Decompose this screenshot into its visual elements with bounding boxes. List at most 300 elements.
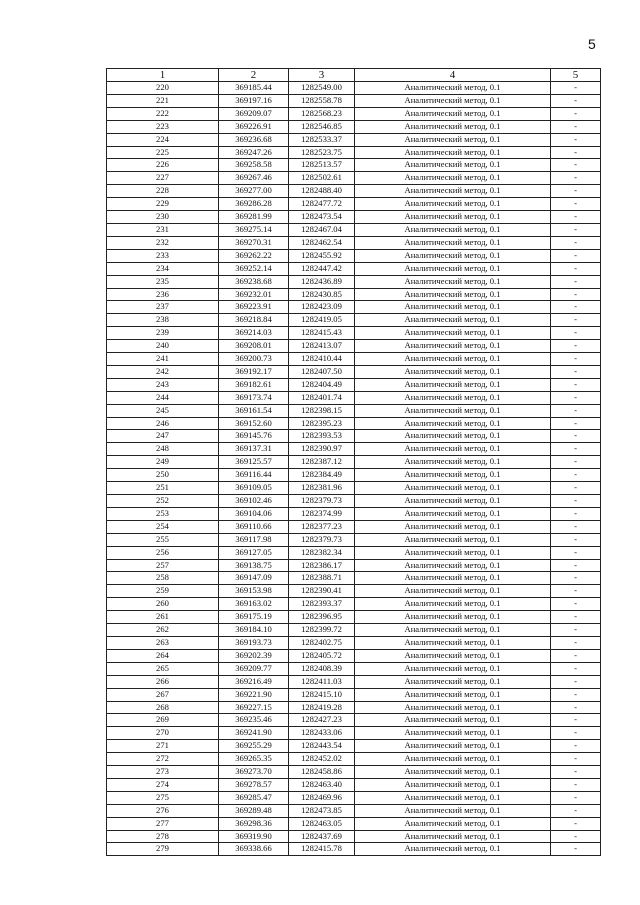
table-cell: 1282549.00 — [289, 82, 355, 95]
table-row — [107, 791, 601, 804]
table-cell: - — [551, 572, 601, 585]
table-cell: 239 — [107, 327, 219, 340]
table-cell: 254 — [107, 520, 219, 533]
table-cell: Аналитический метод, 0.1 — [355, 753, 551, 766]
table-cell: Аналитический метод, 0.1 — [355, 520, 551, 533]
table-cell: 369235.46 — [219, 714, 289, 727]
table-cell: 1282462.54 — [289, 236, 355, 249]
table-row — [107, 82, 601, 95]
table-cell: Аналитический метод, 0.1 — [355, 533, 551, 546]
table-cell: Аналитический метод, 0.1 — [355, 365, 551, 378]
table-cell: Аналитический метод, 0.1 — [355, 598, 551, 611]
table-cell: 266 — [107, 675, 219, 688]
table-cell: Аналитический метод, 0.1 — [355, 340, 551, 353]
column-header: 3 — [289, 69, 355, 82]
table-row — [107, 365, 601, 378]
table-cell: - — [551, 456, 601, 469]
table-cell: - — [551, 495, 601, 508]
table-cell: Аналитический метод, 0.1 — [355, 198, 551, 211]
table-row — [107, 107, 601, 120]
table-cell: 1282413.07 — [289, 340, 355, 353]
table-cell: - — [551, 520, 601, 533]
table-cell: 1282423.09 — [289, 301, 355, 314]
table-row — [107, 688, 601, 701]
table-cell: 1282401.74 — [289, 391, 355, 404]
column-header: 1 — [107, 69, 219, 82]
table-cell: 233 — [107, 249, 219, 262]
table-cell: Аналитический метод, 0.1 — [355, 82, 551, 95]
table-cell: Аналитический метод, 0.1 — [355, 94, 551, 107]
table-cell: 369109.05 — [219, 482, 289, 495]
table-cell: 264 — [107, 649, 219, 662]
table-cell: 1282382.34 — [289, 546, 355, 559]
column-header: 5 — [551, 69, 601, 82]
table-cell: Аналитический метод, 0.1 — [355, 211, 551, 224]
table-cell: 369226.91 — [219, 120, 289, 133]
table-cell: Аналитический метод, 0.1 — [355, 727, 551, 740]
table-cell: 369202.39 — [219, 649, 289, 662]
table-cell: 1282452.02 — [289, 753, 355, 766]
table-cell: Аналитический метод, 0.1 — [355, 804, 551, 817]
table-cell: 235 — [107, 275, 219, 288]
table-cell: 1282558.78 — [289, 94, 355, 107]
table-row — [107, 133, 601, 146]
table-cell: 369192.17 — [219, 365, 289, 378]
table-cell: - — [551, 198, 601, 211]
table-row — [107, 649, 601, 662]
table-cell: 1282436.89 — [289, 275, 355, 288]
table-cell: 369110.66 — [219, 520, 289, 533]
table-row — [107, 327, 601, 340]
table-cell: Аналитический метод, 0.1 — [355, 301, 551, 314]
table-cell: - — [551, 443, 601, 456]
table-cell: 369278.57 — [219, 778, 289, 791]
table-cell: Аналитический метод, 0.1 — [355, 120, 551, 133]
table-cell: 369163.02 — [219, 598, 289, 611]
table-cell: 369117.98 — [219, 533, 289, 546]
table-cell: Аналитический метод, 0.1 — [355, 223, 551, 236]
table-cell: 265 — [107, 662, 219, 675]
table-row — [107, 766, 601, 779]
table-cell: 1282411.03 — [289, 675, 355, 688]
table-cell: 369236.68 — [219, 133, 289, 146]
table-cell: 272 — [107, 753, 219, 766]
table-row — [107, 301, 601, 314]
table-cell: - — [551, 843, 601, 856]
table-cell: 257 — [107, 559, 219, 572]
table-cell: 228 — [107, 185, 219, 198]
table-cell: 250 — [107, 469, 219, 482]
table-cell: Аналитический метод, 0.1 — [355, 688, 551, 701]
table-row — [107, 456, 601, 469]
table-cell: 1282443.54 — [289, 740, 355, 753]
table-row — [107, 288, 601, 301]
table-cell: Аналитический метод, 0.1 — [355, 378, 551, 391]
table-row — [107, 778, 601, 791]
table-cell: 221 — [107, 94, 219, 107]
table-cell: 369185.44 — [219, 82, 289, 95]
table-row — [107, 430, 601, 443]
table-row — [107, 830, 601, 843]
table-cell: 369161.54 — [219, 404, 289, 417]
table-row — [107, 159, 601, 172]
table-row — [107, 340, 601, 353]
table-cell: 223 — [107, 120, 219, 133]
table-row — [107, 417, 601, 430]
table-row — [107, 740, 601, 753]
table-row — [107, 507, 601, 520]
table-cell: Аналитический метод, 0.1 — [355, 766, 551, 779]
table-cell: 1282458.86 — [289, 766, 355, 779]
table-cell: 1282523.75 — [289, 146, 355, 159]
table-cell: - — [551, 236, 601, 249]
table-row — [107, 94, 601, 107]
table-cell: Аналитический метод, 0.1 — [355, 430, 551, 443]
table-cell: 238 — [107, 314, 219, 327]
table-cell: - — [551, 778, 601, 791]
table-cell: - — [551, 482, 601, 495]
table-cell: 1282513.57 — [289, 159, 355, 172]
table-cell: 226 — [107, 159, 219, 172]
table-cell: - — [551, 94, 601, 107]
table-cell: 1282393.37 — [289, 598, 355, 611]
table-cell: - — [551, 82, 601, 95]
table-cell: Аналитический метод, 0.1 — [355, 482, 551, 495]
table-cell: 232 — [107, 236, 219, 249]
table-cell: - — [551, 533, 601, 546]
table-cell: Аналитический метод, 0.1 — [355, 275, 551, 288]
table-cell: 260 — [107, 598, 219, 611]
table-cell: Аналитический метод, 0.1 — [355, 546, 551, 559]
table-cell: 1282415.10 — [289, 688, 355, 701]
table-cell: 369285.47 — [219, 791, 289, 804]
table-cell: 369147.09 — [219, 572, 289, 585]
table-cell: Аналитический метод, 0.1 — [355, 843, 551, 856]
table-cell: 276 — [107, 804, 219, 817]
table-cell: Аналитический метод, 0.1 — [355, 740, 551, 753]
table-cell: 1282393.53 — [289, 430, 355, 443]
table-cell: - — [551, 727, 601, 740]
table-cell: 369209.07 — [219, 107, 289, 120]
table-cell: Аналитический метод, 0.1 — [355, 146, 551, 159]
table-row — [107, 585, 601, 598]
table-cell: 236 — [107, 288, 219, 301]
table-cell: Аналитический метод, 0.1 — [355, 572, 551, 585]
table-row — [107, 572, 601, 585]
table-cell: 252 — [107, 495, 219, 508]
table-row — [107, 172, 601, 185]
table-cell: 369255.29 — [219, 740, 289, 753]
table-cell: 240 — [107, 340, 219, 353]
table-cell: 369214.03 — [219, 327, 289, 340]
table-cell: 1282469.96 — [289, 791, 355, 804]
table-cell: 1282533.37 — [289, 133, 355, 146]
table-cell: 1282455.92 — [289, 249, 355, 262]
table-cell: - — [551, 649, 601, 662]
table-cell: Аналитический метод, 0.1 — [355, 830, 551, 843]
table-cell: 1282427.23 — [289, 714, 355, 727]
table-cell: Аналитический метод, 0.1 — [355, 495, 551, 508]
table-cell: 369138.75 — [219, 559, 289, 572]
table-cell: Аналитический метод, 0.1 — [355, 456, 551, 469]
table-cell: - — [551, 766, 601, 779]
table-cell: - — [551, 314, 601, 327]
table-cell: 1282386.17 — [289, 559, 355, 572]
table-cell: - — [551, 714, 601, 727]
table-cell: - — [551, 817, 601, 830]
table-cell: Аналитический метод, 0.1 — [355, 791, 551, 804]
table-row — [107, 636, 601, 649]
column-header: 4 — [355, 69, 551, 82]
table-row — [107, 727, 601, 740]
table-row — [107, 495, 601, 508]
table-row — [107, 211, 601, 224]
table-cell: 1282379.73 — [289, 495, 355, 508]
table-cell: 1282463.05 — [289, 817, 355, 830]
table-row — [107, 533, 601, 546]
table-cell: 229 — [107, 198, 219, 211]
table-cell: 1282488.40 — [289, 185, 355, 198]
table-cell: Аналитический метод, 0.1 — [355, 817, 551, 830]
table-cell: 249 — [107, 456, 219, 469]
table-cell: 369227.15 — [219, 701, 289, 714]
table-row — [107, 611, 601, 624]
table-cell: - — [551, 791, 601, 804]
table-cell: 369104.06 — [219, 507, 289, 520]
table-cell: 220 — [107, 82, 219, 95]
table-cell: - — [551, 120, 601, 133]
table-cell: 369247.26 — [219, 146, 289, 159]
table-cell: 1282467.04 — [289, 223, 355, 236]
table-row — [107, 443, 601, 456]
table-row — [107, 559, 601, 572]
table-cell: 246 — [107, 417, 219, 430]
table-cell: Аналитический метод, 0.1 — [355, 159, 551, 172]
table-cell: Аналитический метод, 0.1 — [355, 662, 551, 675]
table-cell: 1282437.69 — [289, 830, 355, 843]
table-cell: 1282396.95 — [289, 611, 355, 624]
table-cell: Аналитический метод, 0.1 — [355, 404, 551, 417]
table-cell: 369286.28 — [219, 198, 289, 211]
table-cell: - — [551, 469, 601, 482]
table-cell: Аналитический метод, 0.1 — [355, 443, 551, 456]
table-cell: Аналитический метод, 0.1 — [355, 469, 551, 482]
table-cell: 1282477.72 — [289, 198, 355, 211]
table-cell: 1282546.85 — [289, 120, 355, 133]
table-cell: 369267.46 — [219, 172, 289, 185]
table-cell: Аналитический метод, 0.1 — [355, 133, 551, 146]
table-cell: Аналитический метод, 0.1 — [355, 636, 551, 649]
table-cell: 369232.01 — [219, 288, 289, 301]
table-cell: 231 — [107, 223, 219, 236]
table-cell: Аналитический метод, 0.1 — [355, 778, 551, 791]
table-cell: 1282398.15 — [289, 404, 355, 417]
table-cell: 1282463.40 — [289, 778, 355, 791]
table-cell: Аналитический метод, 0.1 — [355, 107, 551, 120]
table-cell: 369193.73 — [219, 636, 289, 649]
table-row — [107, 546, 601, 559]
table-cell: - — [551, 701, 601, 714]
table-row — [107, 482, 601, 495]
table-cell: 369262.22 — [219, 249, 289, 262]
table-cell: 1282419.05 — [289, 314, 355, 327]
table-cell: 256 — [107, 546, 219, 559]
table-cell: 1282433.06 — [289, 727, 355, 740]
table-cell: Аналитический метод, 0.1 — [355, 262, 551, 275]
table-body — [107, 82, 601, 856]
table-cell: - — [551, 559, 601, 572]
table-cell: - — [551, 417, 601, 430]
table-cell: 369258.58 — [219, 159, 289, 172]
table-cell: - — [551, 391, 601, 404]
table-cell: - — [551, 185, 601, 198]
table-cell: 274 — [107, 778, 219, 791]
table-cell: - — [551, 159, 601, 172]
table-cell: 242 — [107, 365, 219, 378]
table-cell: Аналитический метод, 0.1 — [355, 559, 551, 572]
table-row — [107, 469, 601, 482]
table-cell: 369153.98 — [219, 585, 289, 598]
page-number: 5 — [588, 36, 596, 52]
table-row — [107, 120, 601, 133]
table-cell: Аналитический метод, 0.1 — [355, 714, 551, 727]
table-cell: 1282415.78 — [289, 843, 355, 856]
table-cell: - — [551, 662, 601, 675]
table-cell: 259 — [107, 585, 219, 598]
coordinates-table-container — [106, 68, 600, 856]
table-cell: 369238.68 — [219, 275, 289, 288]
table-cell: - — [551, 830, 601, 843]
table-cell: 261 — [107, 611, 219, 624]
table-cell: 237 — [107, 301, 219, 314]
table-cell: Аналитический метод, 0.1 — [355, 391, 551, 404]
table-row — [107, 314, 601, 327]
table-cell: 369218.84 — [219, 314, 289, 327]
table-row — [107, 701, 601, 714]
table-cell: 1282390.41 — [289, 585, 355, 598]
table-cell: - — [551, 249, 601, 262]
table-cell: Аналитический метод, 0.1 — [355, 417, 551, 430]
table-cell: Аналитический метод, 0.1 — [355, 236, 551, 249]
table-cell: 369102.46 — [219, 495, 289, 508]
table-cell: 1282388.71 — [289, 572, 355, 585]
table-header-row — [107, 69, 601, 82]
table-cell: 244 — [107, 391, 219, 404]
table-cell: 1282419.28 — [289, 701, 355, 714]
table-row — [107, 275, 601, 288]
table-cell: 1282404.49 — [289, 378, 355, 391]
table-cell: 227 — [107, 172, 219, 185]
table-cell: 369127.05 — [219, 546, 289, 559]
table-cell: 224 — [107, 133, 219, 146]
table-cell: - — [551, 340, 601, 353]
table-row — [107, 714, 601, 727]
table-cell: 222 — [107, 107, 219, 120]
table-cell: - — [551, 753, 601, 766]
table-row — [107, 675, 601, 688]
table-cell: 269 — [107, 714, 219, 727]
table-cell: - — [551, 107, 601, 120]
table-cell: Аналитический метод, 0.1 — [355, 624, 551, 637]
table-cell: 1282395.23 — [289, 417, 355, 430]
table-row — [107, 624, 601, 637]
table-row — [107, 198, 601, 211]
table-cell: Аналитический метод, 0.1 — [355, 353, 551, 366]
table-cell: - — [551, 327, 601, 340]
table-cell: 369298.36 — [219, 817, 289, 830]
table-cell: Аналитический метод, 0.1 — [355, 249, 551, 262]
table-cell: - — [551, 301, 601, 314]
table-row — [107, 662, 601, 675]
table-row — [107, 223, 601, 236]
table-cell: 268 — [107, 701, 219, 714]
table-cell: - — [551, 275, 601, 288]
table-cell: 1282390.97 — [289, 443, 355, 456]
table-cell: 1282415.43 — [289, 327, 355, 340]
table-cell: 369275.14 — [219, 223, 289, 236]
table-cell: 369223.91 — [219, 301, 289, 314]
table-row — [107, 598, 601, 611]
table-cell: 1282379.73 — [289, 533, 355, 546]
table-cell: 369289.48 — [219, 804, 289, 817]
table-cell: - — [551, 262, 601, 275]
table-cell: - — [551, 378, 601, 391]
table-cell: 263 — [107, 636, 219, 649]
table-cell: 1282473.54 — [289, 211, 355, 224]
table-cell: - — [551, 146, 601, 159]
table-cell: 1282399.72 — [289, 624, 355, 637]
table-cell: - — [551, 288, 601, 301]
table-cell: 1282430.85 — [289, 288, 355, 301]
table-cell: - — [551, 636, 601, 649]
table-cell: 1282381.96 — [289, 482, 355, 495]
table-cell: - — [551, 688, 601, 701]
table-cell: 1282473.85 — [289, 804, 355, 817]
table-cell: 277 — [107, 817, 219, 830]
table-cell: 369221.90 — [219, 688, 289, 701]
table-cell: - — [551, 804, 601, 817]
table-cell: 369273.70 — [219, 766, 289, 779]
table-cell: Аналитический метод, 0.1 — [355, 185, 551, 198]
table-cell: 271 — [107, 740, 219, 753]
table-cell: 369252.14 — [219, 262, 289, 275]
table-cell: 369319.90 — [219, 830, 289, 843]
table-cell: - — [551, 585, 601, 598]
table-cell: - — [551, 211, 601, 224]
table-cell: 270 — [107, 727, 219, 740]
table-cell: 369184.10 — [219, 624, 289, 637]
table-cell: 369173.74 — [219, 391, 289, 404]
table-row — [107, 185, 601, 198]
table-cell: - — [551, 353, 601, 366]
table-cell: Аналитический метод, 0.1 — [355, 314, 551, 327]
table-cell: - — [551, 611, 601, 624]
table-row — [107, 391, 601, 404]
table-cell: Аналитический метод, 0.1 — [355, 288, 551, 301]
table-cell: - — [551, 507, 601, 520]
table-cell: - — [551, 675, 601, 688]
table-cell: 369200.73 — [219, 353, 289, 366]
table-cell: 369152.60 — [219, 417, 289, 430]
table-row — [107, 378, 601, 391]
table-cell: Аналитический метод, 0.1 — [355, 675, 551, 688]
table-cell: Аналитический метод, 0.1 — [355, 172, 551, 185]
table-cell: - — [551, 133, 601, 146]
table-cell: 1282447.42 — [289, 262, 355, 275]
coordinates-table — [106, 68, 601, 856]
table-cell: 1282410.44 — [289, 353, 355, 366]
table-cell: 369197.16 — [219, 94, 289, 107]
